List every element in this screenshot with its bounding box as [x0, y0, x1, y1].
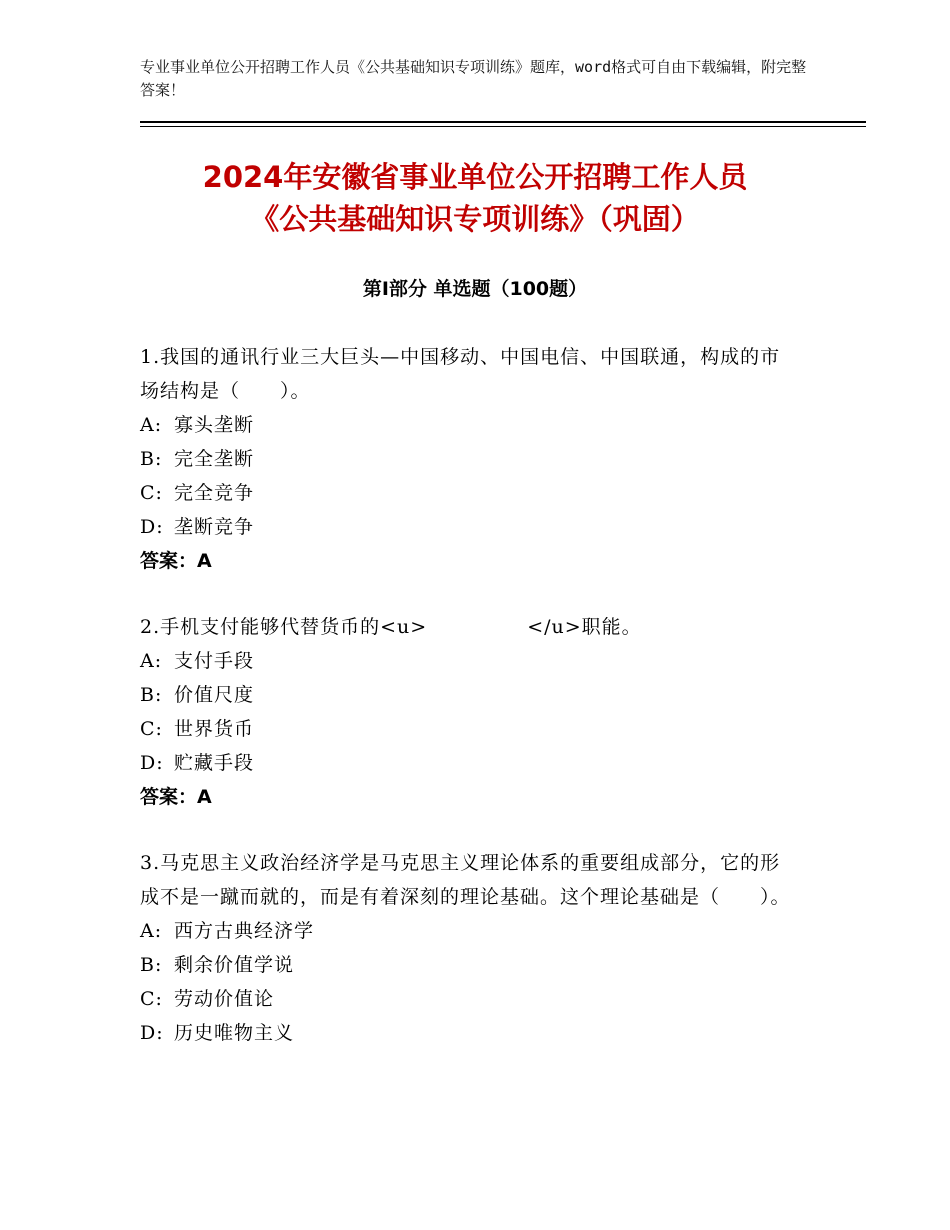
question-3 [140, 846, 800, 1050]
option-a [140, 408, 800, 442]
option-d [140, 746, 800, 780]
document-title [140, 156, 810, 240]
question-stem: 2.手机支付能够代替货币的<u> </u>职能。 [140, 616, 642, 638]
question-stem: 1.我国的通讯行业三大巨头—中国移动、中国电信、中国联通，构成的市场结构是（ ）。 [140, 346, 781, 402]
option-b [140, 678, 800, 712]
option-letter: D: [140, 516, 164, 538]
header-note: 专业事业单位公开招聘工作人员《公共基础知识专项训练》题库，word格式可自由下载编辑，附完整答案！ [140, 58, 807, 99]
option-text: 寡头垄断 [174, 414, 255, 436]
option-text: 历史唯物主义 [174, 1022, 295, 1044]
option-text: 支付手段 [174, 650, 255, 672]
option-c [140, 982, 800, 1016]
document-title-line-1: 2024年安徽省事业单位公开招聘工作人员 [202, 160, 748, 194]
option-letter: C: [140, 482, 163, 504]
option-c [140, 476, 800, 510]
section-heading: 第Ⅰ部分 单选题（100题） [362, 278, 588, 300]
option-letter: D: [140, 752, 164, 774]
option-letter: B: [140, 954, 163, 976]
document-title-line-2: 《公共基础知识专项训练》（巩固） [250, 202, 700, 236]
option-a [140, 644, 800, 678]
option-letter: A: [140, 920, 163, 942]
option-a [140, 914, 800, 948]
option-b [140, 442, 800, 476]
answer-line: 答案：A [140, 550, 212, 572]
option-text: 西方古典经济学 [174, 920, 315, 942]
header-divider-thin [140, 126, 866, 127]
option-text: 完全竞争 [174, 482, 255, 504]
option-text: 世界货币 [174, 718, 255, 740]
option-letter: A: [140, 650, 163, 672]
option-letter: C: [140, 988, 163, 1010]
option-text: 劳动价值论 [174, 988, 275, 1010]
option-letter: D: [140, 1022, 164, 1044]
option-b [140, 948, 800, 982]
option-d [140, 510, 800, 544]
question-2 [140, 610, 800, 814]
question-stem: 3.马克思主义政治经济学是马克思主义理论体系的重要组成部分，它的形成不是一蹴而就的，而是有着深刻的理论基础。这个理论基础是（ ）。 [140, 852, 791, 908]
question-list [140, 340, 800, 1082]
option-c [140, 712, 800, 746]
option-text: 贮藏手段 [174, 752, 255, 774]
option-text: 价值尺度 [174, 684, 255, 706]
option-letter: C: [140, 718, 163, 740]
question-1 [140, 340, 800, 578]
header-divider-thick [140, 121, 866, 123]
option-text: 剩余价值学说 [174, 954, 295, 976]
option-letter: B: [140, 684, 163, 706]
option-text: 完全垄断 [174, 448, 255, 470]
option-letter: B: [140, 448, 163, 470]
option-text: 垄断竞争 [174, 516, 255, 538]
option-d [140, 1016, 800, 1050]
option-letter: A: [140, 414, 163, 436]
answer-line: 答案：A [140, 786, 212, 808]
